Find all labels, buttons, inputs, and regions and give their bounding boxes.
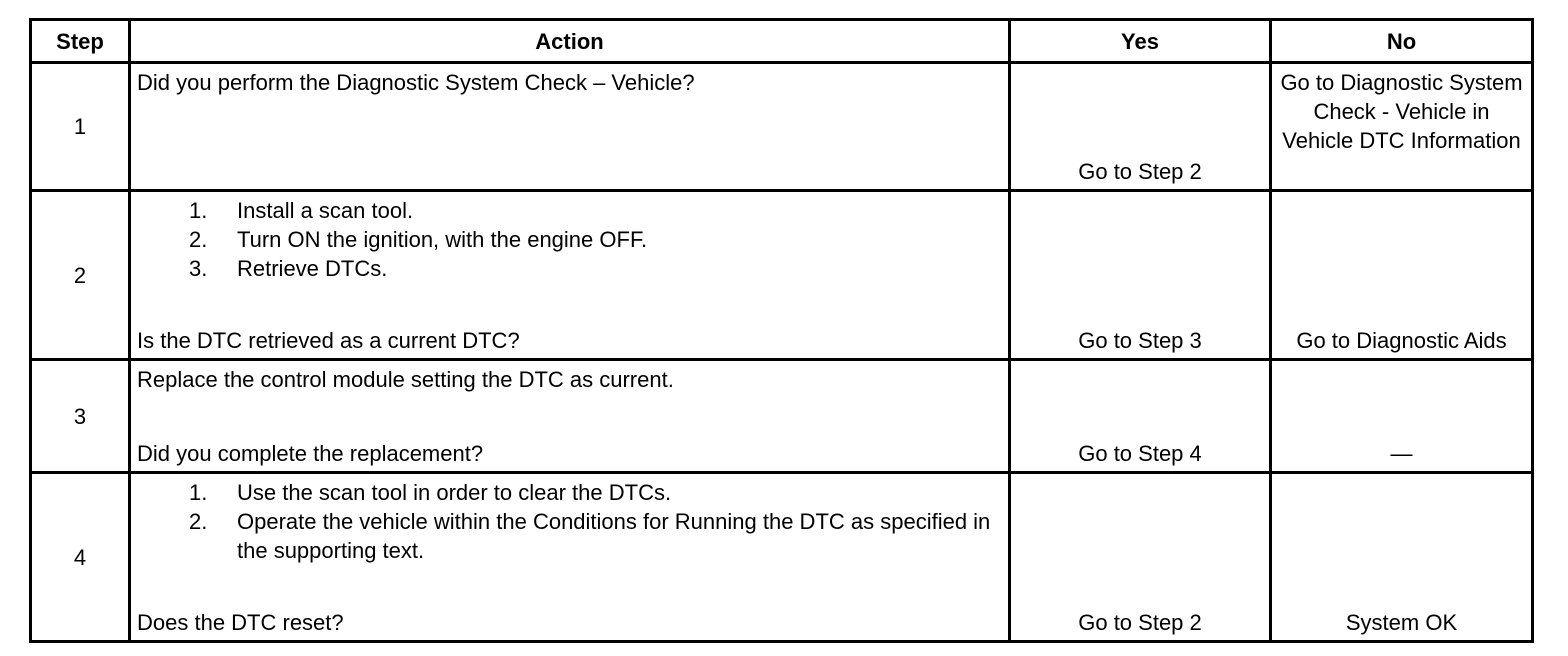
header-yes: Yes [1010, 20, 1271, 63]
step-number: 3 [31, 360, 130, 473]
substep-text: Operate the vehicle within the Conditions for Running the DTC as specified in the supporting text. [237, 509, 991, 563]
no-cell: Go to Diagnostic System Check - Vehicle in Vehicle DTC Information [1271, 63, 1533, 191]
substep-item [137, 196, 1000, 225]
substep-text: Install a scan tool. [237, 198, 414, 223]
substep-list [137, 478, 1000, 565]
diagnostic-table [29, 18, 1534, 643]
table-row [31, 473, 1533, 642]
action-question: Did you complete the replacement? [137, 441, 484, 466]
step-number: 2 [31, 191, 130, 360]
no-cell: Go to Diagnostic Aids [1271, 191, 1533, 360]
header-action: Action [130, 20, 1010, 63]
action-cell [130, 473, 1010, 642]
substep-text: Turn ON the ignition, with the engine OFF. [237, 227, 648, 252]
action-question: Does the DTC reset? [137, 610, 344, 635]
substep-list [137, 196, 1000, 283]
substep-item [137, 225, 1000, 254]
yes-cell: Go to Step 2 [1010, 63, 1271, 191]
action-text: Did you perform the Diagnostic System Check – Vehicle? [137, 70, 695, 95]
header-step: Step [31, 20, 130, 63]
substep-number: 1. [189, 198, 208, 223]
substep-item [137, 507, 1000, 565]
substep-number: 3. [189, 256, 208, 281]
action-question: Is the DTC retrieved as a current DTC? [137, 328, 520, 353]
substep-item [137, 478, 1000, 507]
yes-cell: Go to Step 3 [1010, 191, 1271, 360]
header-row [31, 20, 1533, 63]
substep-number: 2. [189, 227, 208, 252]
step-number: 1 [31, 63, 130, 191]
substep-number: 2. [189, 509, 208, 534]
substep-item [137, 254, 1000, 283]
table-row [31, 360, 1533, 473]
step-number: 4 [31, 473, 130, 642]
table-row [31, 63, 1533, 191]
no-cell: — [1271, 360, 1533, 473]
substep-text: Use the scan tool in order to clear the DTCs. [237, 480, 672, 505]
table-row [31, 191, 1533, 360]
action-cell [130, 63, 1010, 191]
yes-cell: Go to Step 2 [1010, 473, 1271, 642]
action-cell [130, 191, 1010, 360]
substep-text: Retrieve DTCs. [237, 256, 388, 281]
yes-cell: Go to Step 4 [1010, 360, 1271, 473]
action-text: Replace the control module setting the DTC as current. [137, 367, 674, 392]
action-cell [130, 360, 1010, 473]
no-cell: System OK [1271, 473, 1533, 642]
header-no: No [1271, 20, 1533, 63]
substep-number: 1. [189, 480, 208, 505]
